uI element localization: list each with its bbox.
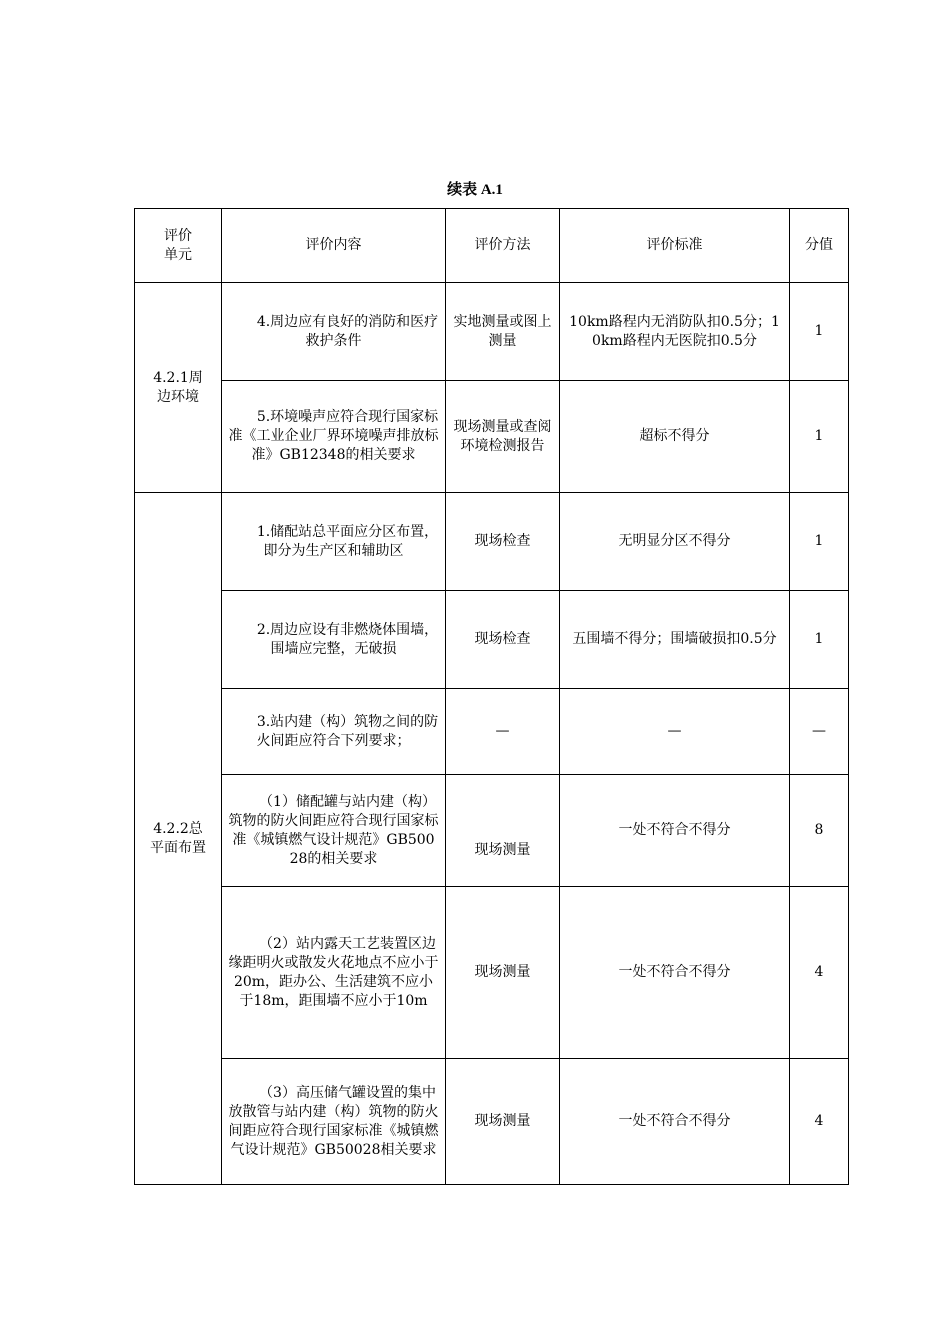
standard-cell: 超标不得分 — [560, 381, 790, 493]
unit-cell: 4.2.1周 边环境 — [135, 283, 222, 493]
method-cell: 现场检查 — [446, 591, 560, 689]
score-cell: 1 — [790, 493, 849, 591]
method-cell: 现场测量 — [446, 775, 560, 887]
content-cell: （3）高压储气罐设置的集中放散管与站内建（构）筑物的防火间距应符合现行国家标准《城镇燃气设计规范》GB50028相关要求 — [222, 1059, 446, 1185]
content-cell: 4.周边应有良好的消防和医疗救护条件 — [222, 283, 446, 381]
score-cell: 8 — [790, 775, 849, 887]
table-title: 续表 A.1 — [447, 182, 503, 198]
table-header-row — [135, 209, 849, 283]
method-cell: — — [446, 689, 560, 775]
header-unit: 评价 单元 — [135, 209, 222, 283]
content-cell: 1.储配站总平面应分区布置，即分为生产区和辅助区 — [222, 493, 446, 591]
method-cell: 现场测量 — [446, 887, 560, 1059]
content-cell: 2.周边应设有非燃烧体围墙，围墙应完整，无破损 — [222, 591, 446, 689]
content-cell: （1）储配罐与站内建（构）筑物的防火间距应符合现行国家标准《城镇燃气设计规范》GB50028的相关要求 — [222, 775, 446, 887]
standard-cell: 一处不符合不得分 — [560, 1059, 790, 1185]
standard-cell: 五围墙不得分；围墙破损扣0.5分 — [560, 591, 790, 689]
method-cell: 现场测量 — [446, 1059, 560, 1185]
table-row — [135, 1059, 849, 1185]
score-cell: 4 — [790, 1059, 849, 1185]
score-cell: 1 — [790, 283, 849, 381]
table-row — [135, 381, 849, 493]
header-score: 分值 — [790, 209, 849, 283]
content-cell: （2）站内露天工艺装置区边缘距明火或散发火花地点不应小于20m，距办公、生活建筑不应小于18m，距围墙不应小于10m — [222, 887, 446, 1059]
standard-cell: 一处不符合不得分 — [560, 887, 790, 1059]
table-row — [135, 689, 849, 775]
standard-cell: 一处不符合不得分 — [560, 775, 790, 887]
standard-cell: — — [560, 689, 790, 775]
standard-cell: 10km路程内无消防队扣0.5分；10km路程内无医院扣0.5分 — [560, 283, 790, 381]
table-row — [135, 283, 849, 381]
table-row — [135, 591, 849, 689]
content-cell: 3.站内建（构）筑物之间的防火间距应符合下列要求； — [222, 689, 446, 775]
score-cell: 4 — [790, 887, 849, 1059]
method-cell: 现场测量或查阅环境检测报告 — [446, 381, 560, 493]
header-standard: 评价标准 — [560, 209, 790, 283]
score-cell: — — [790, 689, 849, 775]
unit-cell: 4.2.2总 平面布置 — [135, 493, 222, 1185]
header-content: 评价内容 — [222, 209, 446, 283]
table-row — [135, 493, 849, 591]
score-cell: 1 — [790, 381, 849, 493]
evaluation-table — [134, 208, 849, 1185]
method-cell: 实地测量或图上测量 — [446, 283, 560, 381]
table-row — [135, 887, 849, 1059]
score-cell: 1 — [790, 591, 849, 689]
method-cell: 现场检查 — [446, 493, 560, 591]
header-method: 评价方法 — [446, 209, 560, 283]
standard-cell: 无明显分区不得分 — [560, 493, 790, 591]
content-cell: 5.环境噪声应符合现行国家标准《工业企业厂界环境噪声排放标准》GB12348的相关要求 — [222, 381, 446, 493]
table-row — [135, 775, 849, 887]
